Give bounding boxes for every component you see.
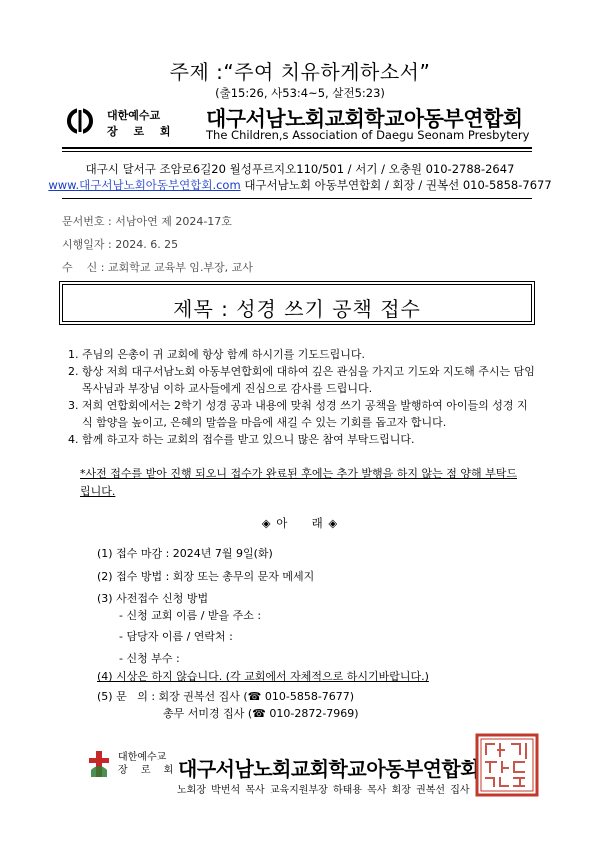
doc-number: 문서번호 : 서남아연 제 2024-17호 [62, 215, 232, 228]
church-logo-icon [66, 107, 94, 135]
body-item: 3. 저희 연합회에서는 2학기 성경 공과 내용에 맞춰 성경 쓰기 공책을 발행하여 아이들의 성경 지식 함양을 높이고, 은혜의 말씀을 마음에 새길 수 있는 기회를 돕고자 합니다. [68, 399, 528, 429]
letterhead-divider [62, 147, 532, 149]
letterhead-divider-thin [62, 151, 532, 152]
detail-item: (2) 접수 방법 : 회장 또는 총무의 문자 메세지 [97, 570, 315, 583]
body-item: 1. 주님의 은총이 귀 교회에 항상 함께 하시기를 기도드립니다. [68, 348, 365, 361]
letterhead-church-name: 대한예수교 장 로 회 [107, 109, 177, 138]
detail-subitem: - 담당자 이름 / 연락처 : [119, 630, 233, 643]
detail-subitem: - 신청 교회 이름 / 받을 주소 : [119, 609, 262, 622]
doc-recipient: 수 신 : 교회학교 교육부 임.부장, 교사 [62, 261, 253, 274]
letterhead-address: 대구시 달서구 조암로6길20 월성푸르지오110/501 / 서기 / 오충원 010-2788-2647 [85, 162, 515, 176]
detail-item: (1) 접수 마감 : 2024년 7월 9일(화) [97, 547, 273, 560]
official-seal-icon [475, 733, 539, 797]
body-list [68, 346, 538, 448]
doc-date: 시행일자 : 2024. 6. 25 [62, 238, 179, 251]
body-item: 2. 항상 저희 대구서남노회 아동부연합회에 대하여 깊은 관심을 가지고 기도와 지도해 주시는 담임목사님과 부장님 이하 교사들에게 진심으로 감사를 드립니다. [68, 365, 535, 395]
letterhead-contact-line [0, 177, 600, 193]
detail-item: (4) 시상은 하지 않습니다. (각 교회에서 자체적으로 하시기바랍니다.) [97, 670, 429, 683]
detail-item: (3) 사전접수 신청 방법 [97, 592, 209, 605]
subject-title: 제목 : 성경 쓰기 공책 접수 [173, 297, 421, 321]
detail-item: (5) 문 의 : 회장 권복선 집사 (☎ 010-5858-7677) [97, 690, 355, 703]
cross-logo-icon [88, 750, 110, 778]
footer-officers: 노회장 박번석 목사 교육지원부장 하태용 목사 회장 권복선 집사 [177, 785, 470, 796]
letterhead-org-name: 대구서남노회교회학교아동부연합회 [206, 107, 523, 131]
header-separator [62, 198, 532, 199]
secretary-contact: 총무 서미경 집사 (☎ 010-2872-7969) [163, 707, 359, 720]
theme-title: 주제 :“주여 치유하게하소서” [169, 60, 431, 84]
president-contact: 대구서남노회 아동부연합회 / 회장 / 권복선 010-5858-7677 [240, 178, 552, 192]
notice-text: *사전 접수를 받아 진행 되오니 접수가 완료된 후에는 추가 발행을 하지 않는 점 양해 부탁드립니다. [80, 467, 517, 498]
theme-reference: (출15:26, 사53:4~5, 살전5:23) [215, 86, 385, 100]
footer-org-name: 대구서남노회교회학교아동부연합회 [178, 757, 480, 781]
letterhead-org-name-en: The Children,s Association of Daegu Seonam Presbytery [206, 128, 530, 142]
website-link[interactable]: www.대구서남노회아동부연합회.com [48, 178, 241, 192]
section-heading: ◈ 아 래 ◈ [261, 516, 339, 530]
footer-church-name: 대한예수교 장 로 회 [118, 752, 179, 776]
detail-subitem: - 신청 부수 : [119, 652, 180, 665]
body-item: 4. 함께 하고자 하는 교회의 접수를 받고 있으니 많은 참여 부탁드립니다. [68, 433, 415, 446]
